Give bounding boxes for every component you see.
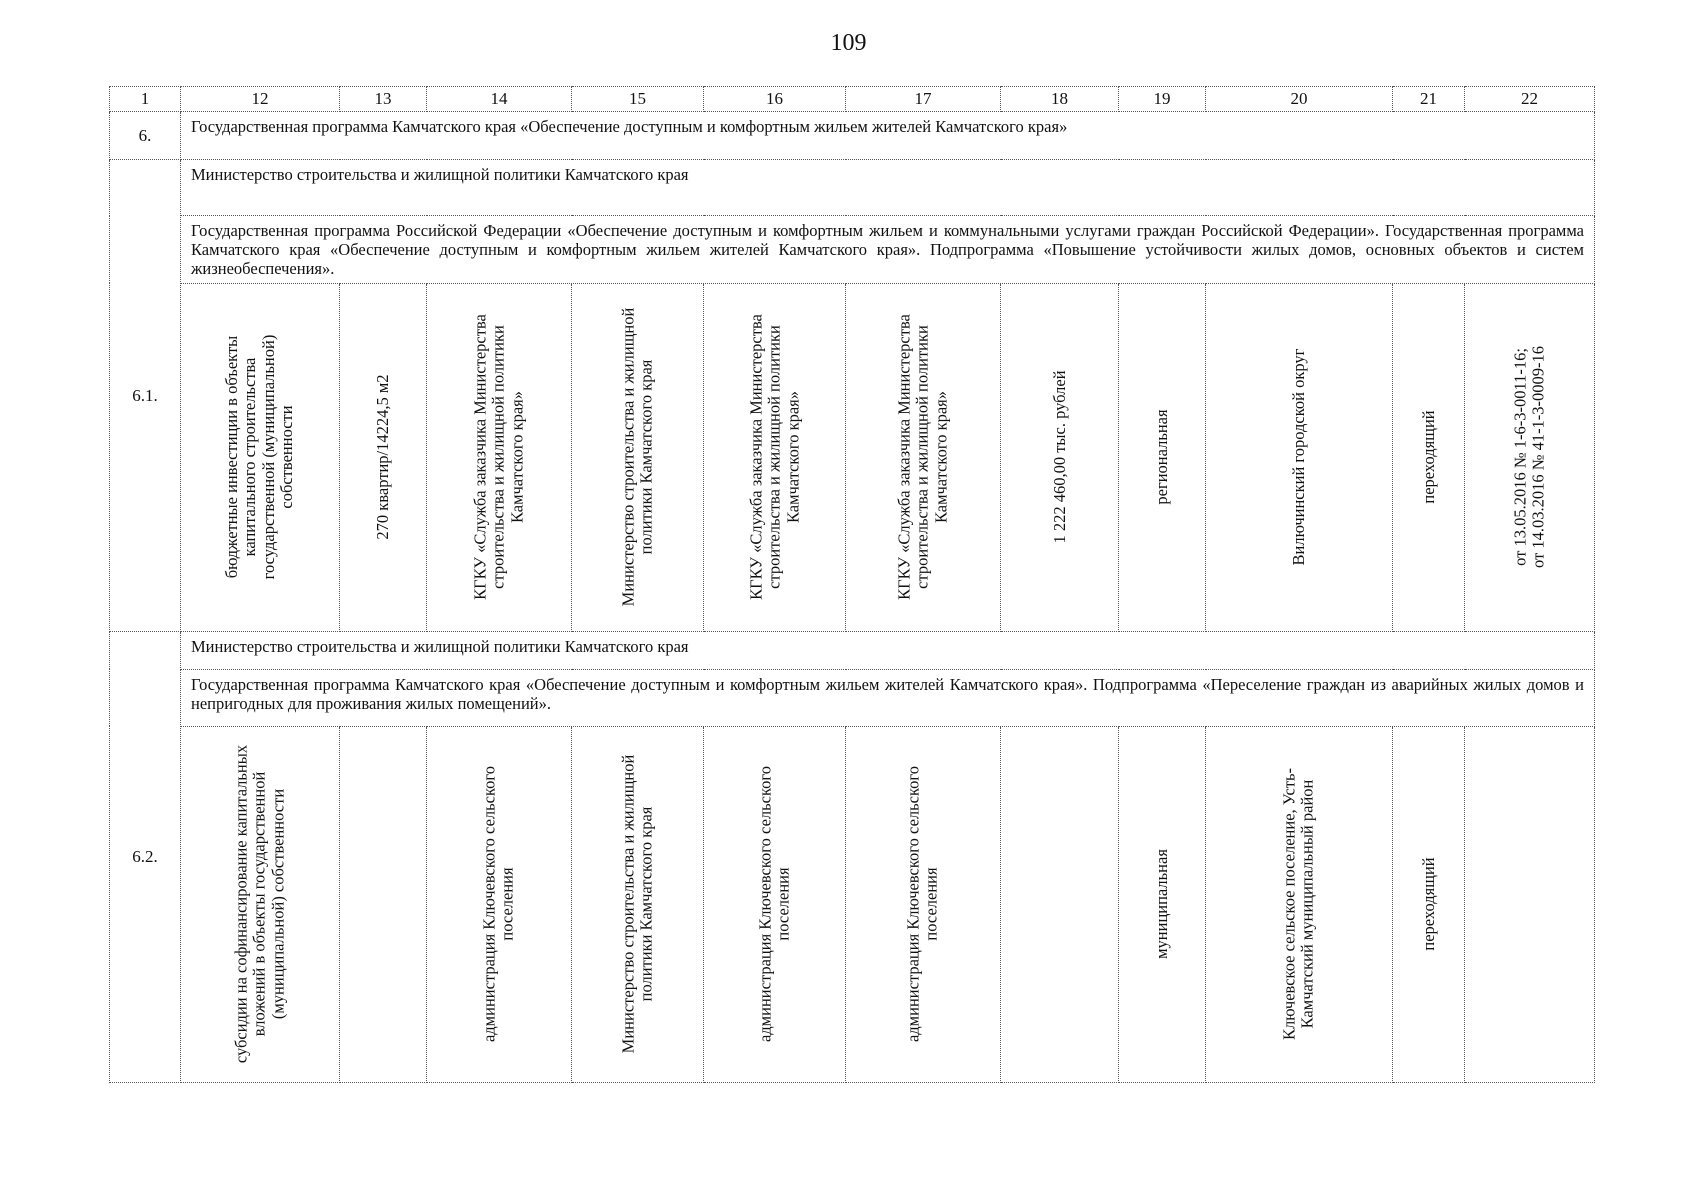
header-cell: 17 bbox=[846, 87, 1001, 112]
cell-text: КГКУ «Служба заказчика Министерства строительства и жилищной политики Камчатского края» bbox=[894, 314, 951, 601]
table-row bbox=[110, 283, 1595, 631]
header-cell: 18 bbox=[1001, 87, 1119, 112]
cell-text: администрация Ключевского сельского поселения bbox=[479, 766, 517, 1043]
cell-text: 270 квартир/14224,5 м2 bbox=[372, 374, 392, 540]
header-cell: 15 bbox=[572, 87, 704, 112]
cell-col-12 bbox=[181, 283, 340, 631]
cell-col-21 bbox=[1393, 726, 1465, 1082]
header-cell: 20 bbox=[1206, 87, 1393, 112]
cell-text: Вилючинский городской округ bbox=[1288, 348, 1308, 566]
cell-text: переходящий bbox=[1418, 410, 1438, 505]
permit-line: от 14.03.2016 № 41-1-3-0009-16 bbox=[1528, 346, 1548, 569]
page-number: 109 bbox=[830, 30, 867, 56]
cell-col-15 bbox=[572, 726, 704, 1082]
table-row bbox=[110, 160, 1595, 216]
header-cell: 12 bbox=[181, 87, 340, 112]
row-number: 6.2. bbox=[110, 631, 181, 1082]
cell-col-13 bbox=[340, 726, 427, 1082]
cell-col-19 bbox=[1119, 283, 1206, 631]
cell-col-13 bbox=[340, 283, 427, 631]
row-number: 6.1. bbox=[110, 160, 181, 632]
cell-text: региональная bbox=[1151, 409, 1171, 506]
ministry-text: Министерство строительства и жилищной политики Камчатского края bbox=[181, 160, 1595, 216]
header-cell: 1 bbox=[110, 87, 181, 112]
header-row bbox=[110, 87, 1595, 112]
header-cell: 16 bbox=[704, 87, 846, 112]
section-title: Государственная программа Камчатского края «Обеспечение доступным и комфортным жильем жителей Камчатского края» bbox=[181, 112, 1595, 160]
cell-text: администрация Ключевского сельского поселения bbox=[755, 766, 793, 1043]
table-row bbox=[110, 631, 1595, 669]
cell-col-22 bbox=[1465, 283, 1595, 631]
program-text: Государственная программа Камчатского края «Обеспечение доступным и комфортным жильем жителей Камчатского края». Подпрограмма «Переселение граждан из аварийных жилых домов и непригодных для проживания жилых помещений». bbox=[181, 669, 1595, 726]
data-table bbox=[109, 86, 1595, 1083]
cell-col-14 bbox=[427, 726, 572, 1082]
header-cell: 21 bbox=[1393, 87, 1465, 112]
cell-text: Министерство строительства и жилищной политики Камчатского края bbox=[618, 755, 656, 1054]
cell-col-15 bbox=[572, 283, 704, 631]
cell-text: субсидии на софинансирование капитальных вложений в объекты государственной (муниципальной) собственности bbox=[231, 745, 288, 1064]
cell-col-21 bbox=[1393, 283, 1465, 631]
cell-col-12 bbox=[181, 726, 340, 1082]
cell-text: администрация Ключевского сельского поселения bbox=[903, 766, 941, 1043]
cell-col-17 bbox=[846, 726, 1001, 1082]
header-cell: 22 bbox=[1465, 87, 1595, 112]
cell-col-17 bbox=[846, 283, 1001, 631]
cell-text: бюджетные инвестиции в объекты капитального строительства государственной (муниципальной) собственности bbox=[222, 335, 297, 580]
cell-col-14 bbox=[427, 283, 572, 631]
table-row bbox=[110, 669, 1595, 726]
program-text: Государственная программа Российской Федерации «Обеспечение доступным и комфортным жильем и коммунальными услугами граждан Российской Федерации». Государственная программа Камчатского края «Обеспечение доступным и комфортным жильем жителей Камчатского края». Подпрограмма «Повышение устойчивости жилых домов, основных объектов и систем жизнеобеспечения». bbox=[181, 216, 1595, 284]
cell-col-18 bbox=[1001, 726, 1119, 1082]
section-row bbox=[110, 112, 1595, 160]
cell-col-16 bbox=[704, 726, 846, 1082]
cell-col-16 bbox=[704, 283, 846, 631]
cell-text: переходящий bbox=[1418, 857, 1438, 952]
table-row bbox=[110, 726, 1595, 1082]
header-cell: 13 bbox=[340, 87, 427, 112]
cell-col-22 bbox=[1465, 726, 1595, 1082]
cell-text: Ключевское сельское поселение, Усть-Камчатский муниципальный район bbox=[1279, 768, 1317, 1041]
cell-text-group bbox=[1511, 297, 1548, 617]
cell-col-20 bbox=[1206, 283, 1393, 631]
permit-line: от 13.05.2016 № 1-6-3-0011-16; bbox=[1510, 348, 1530, 567]
cell-text: КГКУ «Служба заказчика Министерства строительства и жилищной политики Камчатского края» bbox=[470, 314, 527, 601]
cell-text: Министерство строительства и жилищной политики Камчатского края bbox=[618, 308, 656, 607]
table-row bbox=[110, 216, 1595, 284]
cell-col-18 bbox=[1001, 283, 1119, 631]
cell-col-20 bbox=[1206, 726, 1393, 1082]
cell-text: муниципальная bbox=[1151, 849, 1171, 960]
cell-col-19 bbox=[1119, 726, 1206, 1082]
section-number: 6. bbox=[110, 112, 181, 160]
ministry-text: Министерство строительства и жилищной политики Камчатского края bbox=[181, 631, 1595, 669]
cell-text: КГКУ «Служба заказчика Министерства строительства и жилищной политики Камчатского края» bbox=[745, 314, 802, 601]
cell-text: 1 222 460,00 тыс. рублей bbox=[1049, 370, 1069, 544]
header-cell: 14 bbox=[427, 87, 572, 112]
header-cell: 19 bbox=[1119, 87, 1206, 112]
